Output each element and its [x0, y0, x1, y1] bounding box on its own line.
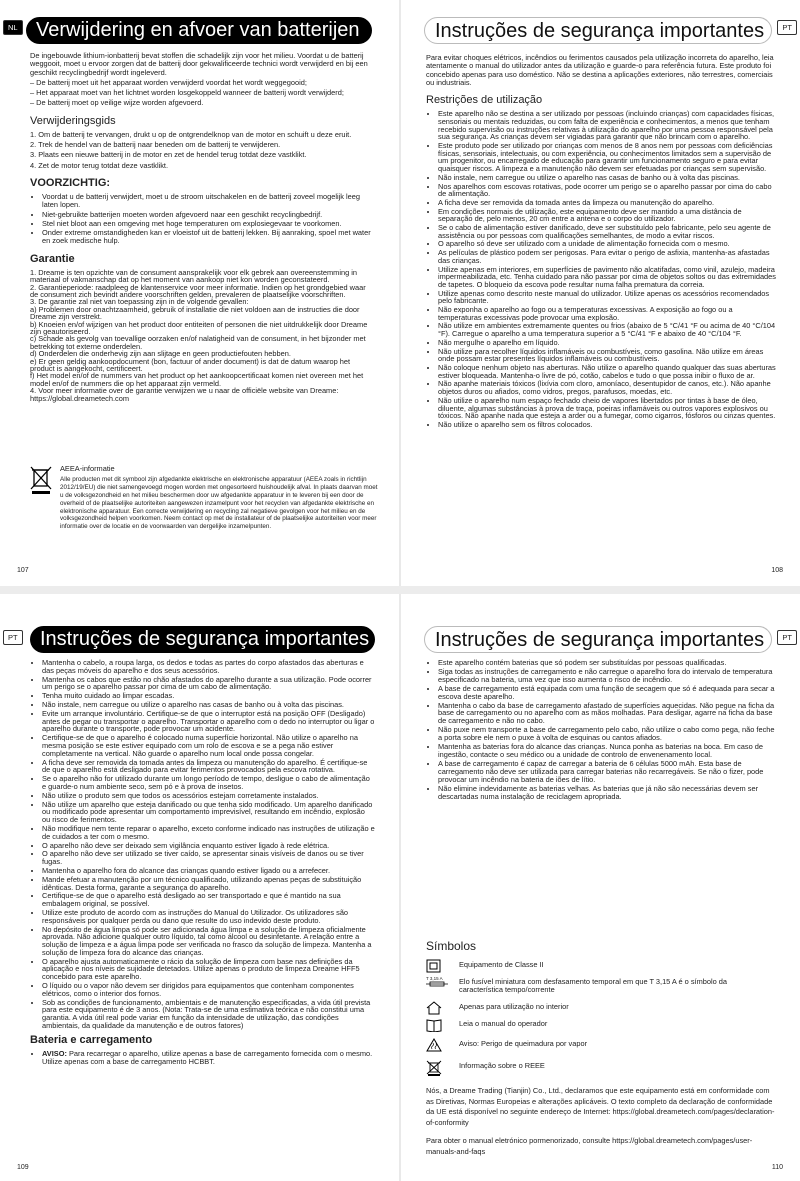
- safety-list: [30, 659, 375, 1030]
- list-item: • Mantenha as baterias fora do alcance das crianças. Nunca ponha as baterias na boca. Em caso de ingestão, contacte o seu médico ou a unidade de controlo de envenenamento local.: [438, 743, 776, 759]
- warranty-line: a) Problemen door onachtzaamheid, gebruik of installatie die niet voldoen aan de instructies die door Dreame zijn verstrekt.: [30, 304, 360, 322]
- section-heading: Bateria e carregamento: [30, 1033, 153, 1046]
- list-item: • Nos aparelhos com escovas rotativas, pode ocorrer um perigo se o aparelho passar por cima do cabo de alimentação.: [438, 183, 776, 198]
- page-body: [426, 659, 776, 801]
- step: 3. Plaats een nieuwe batterij in de motor en zet de hendel terug totdat deze vastklikt.: [30, 150, 307, 160]
- section-heading: Símbolos: [426, 939, 477, 953]
- list-item: • Não instale, nem carregue ou utilize o aparelho nas casas de banho ou à volta das piscinas.: [438, 174, 776, 182]
- intro-paragraph: De ingebouwde lithium-ionbatterij bevat stoffen die schadelijk zijn voor het milieu. Voordat u de batterij weggooit, moet u ervoor zorgen dat de batterij door gekwalificeerde technici wordt verwijderd en bij een geschikt recyclingbedrijf wordt ingeleverd.: [30, 51, 368, 77]
- caution-list: [30, 193, 375, 246]
- page-title: Instruções de segurança importantes: [30, 626, 375, 653]
- step: 2. Trek de hendel van de batterij naar beneden om de batterij te verwijderen.: [30, 140, 281, 150]
- dash-item: – Het apparaat moet van het lichtnet worden losgekoppeld wanneer de batterij wordt verwijderd;: [30, 88, 344, 98]
- section-heading: VOORZICHTIG:: [30, 176, 111, 189]
- list-item: [42, 1050, 375, 1067]
- list-item: • Não exponha o aparelho ao fogo ou a temperaturas excessivas. A exposição ao fogo ou a temperaturas excessivas pode provocar uma explosão.: [438, 306, 776, 321]
- list-item: • Stel niet bloot aan een omgeving met hoge temperaturen om explosiegevaar te voorkomen.: [42, 220, 375, 228]
- list-item: • Certifique-se de que o aparelho é colocado numa superfície horizontal. Não utilize o aparelho na mesma posição se este estiver equipado com um rolo de escova e se a pega não estiver completamente na vertical. Não guarde o aparelho num local onde possa congelar.: [42, 734, 375, 757]
- symbol-text: Equipamento de Classe II: [459, 960, 544, 969]
- symbol-row: [426, 1060, 776, 1082]
- symbol-row: [426, 1038, 776, 1060]
- list-item: • Não utilize o aparelho sem os filtros colocados.: [438, 421, 776, 429]
- symbol-text: Leia o manual do operador: [459, 1019, 548, 1028]
- page-108: [402, 0, 800, 584]
- symbol-row: [426, 1001, 776, 1018]
- symbol-text: Informação sobre o REEE: [459, 1061, 545, 1070]
- list-item: • Niet-gebruikte batterijen moeten worden afgevoerd naar een geschikt recyclingbedrijf.: [42, 211, 375, 219]
- list-item: • Mantenha o aparelho fora do alcance das crianças quando estiver ligado ou a arrefecer.: [42, 867, 375, 875]
- weee-text: Alle producten met dit symbool zijn afgedankte elektrische en elektronische apparatuur (AEEA zoals in richtlijn 2012/19/EU) die niet samengevoegd mogen worden met ongesorteerd huishoudelijk afval. In plaats daarvan moet u de volksgezondheid en het milieu beschermen door uw afgedankte apparatuur in te leveren bij een door de overheid of de plaatselijke autoriteiten aangewezen inzamelpunt voor het recyclen van afgedankte elektrische en elektronische apparatuur. Een correcte verwijdering en recycling zal negatieve gevolgen voor het milieu en de volksgezondheid helpen voorkomen. Neem contact op met de installateur of de plaatselijke autoriteiten voor meer informatie over de locatie en de voorwaarden van dergelijke inzamelpunten.: [60, 475, 378, 531]
- battery-safety-list: [426, 659, 776, 800]
- weee-bin-icon: [426, 1060, 442, 1076]
- language-tab: PT: [777, 630, 797, 645]
- list-item: • As películas de plástico podem ser perigosas. Para evitar o perigo de asfixia, mantenha-as afastadas das crianças.: [438, 249, 776, 264]
- symbol-row: [426, 976, 776, 1001]
- manual-link-paragraph: Para obter o manual eletrónico pormenorizado, consulte https://global.dreametech.com/pages/user-manuals-and-faqs: [426, 1136, 753, 1156]
- page-body: [30, 52, 375, 402]
- list-item: • Este aparelho não se destina a ser utilizado por pessoas (incluindo crianças) com capacidades físicas, sensoriais ou mentais reduzidas, ou com falta de experiência e conhecimentos, a menos que tenham recebido supervisão ou instruções relativas à utilização do aparelho por uma pessoa responsável pela sua segurança. As crianças devem ser vigiadas para garantir que não brincam com o aparelho.: [438, 110, 776, 141]
- list-item: • Este produto pode ser utilizado por crianças com menos de 8 anos nem por pessoas com deficiências físicas, sensoriais, intelectuais, ou com experiência, ou conhecimentos limitados sem a supervisão de um progenitor, ou encarregado de educação para garantir um funcionamento seguro e para evitar quaisquer riscos. A limpeza e a manutenção não devem ser efetuadas por crianças sem supervisão.: [438, 142, 776, 173]
- list-item: • Utilize este produto de acordo com as instruções do Manual do Utilizador. Os utilizadores são responsáveis por qualquer perda ou dano que resulte do uso indevido deste produto.: [42, 909, 375, 925]
- list-item: • Não modifique nem tente reparar o aparelho, exceto conforme indicado nas instruções de utilização e de cuidados a ter com o mesmo.: [42, 825, 375, 841]
- list-item: • Certifique-se de que o aparelho está desligado ao ser transportado e que é mantido na sua embalagem original, se possível.: [42, 892, 375, 908]
- list-item: • Não utilize um aparelho que esteja danificado ou que tenha sido modificado. Um aparelho danificado ou modificado pode apresentar um comportamento imprevisível, resultando em incêndio, explosão ou risco de ferimentos.: [42, 801, 375, 824]
- page-number: 109: [17, 1164, 29, 1171]
- list-item: • O aparelho não deve ser utilizado se tiver caído, se apresentar sinais visíveis de danos ou se tiver fugas.: [42, 850, 375, 866]
- language-tab: PT: [777, 20, 797, 35]
- warranty-line: 3. De garantie zal niet van toepassing zijn in de volgende gevallen:: [30, 297, 249, 307]
- warranty-line: e) Er geen geldig aankoopdocument (bon, factuur of ander document) is dat de datum waarop het product is aangekocht, certificeert.: [30, 356, 351, 374]
- list-item: • Mantenha o cabelo, a roupa larga, os dedos e todas as partes do corpo afastados das aberturas e das peças móveis do aparelho e dos seus acessórios.: [42, 659, 375, 675]
- step: 1. Om de batterij te vervangen, drukt u op de ontgrendelknop van de motor en schuift u deze eruit.: [30, 129, 352, 139]
- list-item: • Não puxe nem transporte a base de carregamento pelo cabo, não utilize o cabo como pega, não feche a porta sobre ele nem o puxe à volta de esquinas ou cantos afiados.: [438, 726, 776, 742]
- warranty-line: d) Onderdelen die onderhevig zijn aan slijtage en geen productiefouten hebben.: [30, 349, 291, 359]
- list-item: • A ficha deve ser removida da tomada antes da limpeza ou manutenção do aparelho. É certifique-se de que o aparelho está desligado para evitar ferimentos provocados pela escova rotativa.: [42, 759, 375, 775]
- list-item: • Utilize apenas em interiores, em superfícies de pavimento não alcatifadas, como vinil, azulejo, madeira impermeabilizada, etc. Tenha cuidado para não passar por cima de objetos soltos ou das extremidades de tapetes. O bloqueio da escova pode resultar numa falha prematura da correia.: [438, 266, 776, 289]
- list-item: • A ficha deve ser removida da tomada antes da limpeza ou manutenção do aparelho.: [438, 199, 776, 207]
- symbol-text: Aviso: Perigo de queimadura por vapor: [459, 1039, 588, 1048]
- list-item: • Sob as condições de funcionamento, ambientais e de manutenção especificadas, a vida útil prevista para este equipamento é de 3 anos. (Nota: Trata-se de uma estimativa teórica e não constitui uma garantia. A vida útil real pode variar em função da intensidade de utilização, das condições ambientais, da qualidade da manutenção e de outros fatores): [42, 999, 375, 1030]
- list-item: • Não elimine indevidamente as baterias velhas. As baterias que já não são necessárias devem ser descartadas numa instalação de reciclagem apropriada.: [438, 785, 776, 801]
- class-ii-icon: [426, 959, 442, 973]
- warning-label: AVISO:: [42, 1048, 67, 1058]
- page-110: [402, 596, 800, 1181]
- list-item: • O líquido ou o vapor não devem ser dirigidos para equipamentos que contenham componentes elétricos, como o interior dos fornos.: [42, 982, 375, 998]
- page-title: Instruções de segurança importantes: [424, 626, 772, 653]
- list-item: • Não instale, nem carregue ou utilize o aparelho nas casas de banho ou à volta das piscinas.: [42, 701, 375, 709]
- section-heading: Restrições de utilização: [426, 94, 543, 107]
- list-item: • Este aparelho contém baterias que só podem ser substituídas por pessoas qualificadas.: [438, 659, 776, 667]
- weee-heading: AEEA-informatie: [60, 464, 115, 473]
- list-item: • Não utilize o aparelho num espaço fechado cheio de vapores libertados por tintas à base de óleo, diluente, algumas substâncias à prova de traça, poeiras inflamáveis ou outros vapores explosivos ou tóxicos. Não apanhe nada que esteja a arder ou a fumegar, como cigarros, fósforos ou cinzas quentes.: [438, 397, 776, 420]
- list-item: • Não coloque nenhum objeto nas aberturas. Não utilize o aparelho quando qualquer das suas aberturas estiver bloqueada. Mantenha-o livre de pó, cotão, cabelos e tudo o que possa inibir o fluxo de ar.: [438, 364, 776, 379]
- list-item: • O aparelho ajusta automaticamente o rácio da solução de limpeza com base nas definições da aplicação e nos níveis de sujidade detetados. Utilize apenas o produto de limpeza Dreame HFF5 concebido para este aparelho.: [42, 958, 375, 981]
- page-number: 107: [17, 567, 29, 574]
- warranty-line: 4. Voor meer informatie over de garantie verwijzen we u naar de officiële website van Dreame: https://global.dreametech.com: [30, 386, 339, 403]
- indoor-house-icon: [426, 1001, 442, 1015]
- list-item: • Mantenha o cabo da base de carregamento afastado de superfícies aquecidas. Não pegue na ficha da base de carregamento ou no aparelho com as mãos molhadas. Para desligar, agarre na ficha da base de carregamento e não no cabo.: [438, 702, 776, 726]
- dash-item: – De batterij moet op veilige wijze worden afgevoerd.: [30, 98, 204, 108]
- list-item: • A base de carregamento está equipada com uma função de secagem que só é adequada para secar a escova deste aparelho.: [438, 685, 776, 701]
- page-title: Instruções de segurança importantes: [424, 17, 772, 44]
- warranty-line: c) Schade als gevolg van toevallige oorzaken en/of nalatigheid van de consument, in het bijzonder met betrekking tot externe onderdelen.: [30, 334, 366, 351]
- symbol-text: Apenas para utilização no interior: [459, 1002, 569, 1011]
- list-item: • Mande efetuar a manutenção por um técnico qualificado, utilizando apenas peças de substituição idênticas. Desta forma, garante a segurança do aparelho.: [42, 876, 375, 892]
- list-item: • O aparelho só deve ser utilizado com a unidade de alimentação fornecida com o mesmo.: [438, 240, 776, 248]
- page-separator: [0, 586, 800, 594]
- warranty-line: 1. Dreame is ten opzichte van de consument aansprakelijk voor elk gebrek aan overeenstemming in materiaal of vakmanschap dat op het moment van aankoop niet kon worden geconstateerd.: [30, 267, 358, 285]
- section-heading: Garantie: [30, 252, 75, 265]
- fuse-icon-label: T 3,15 A: [426, 976, 443, 981]
- symbols-section: [426, 940, 776, 1159]
- hot-steam-warning-icon: [426, 1038, 442, 1052]
- list-item: • Não apanhe materiais tóxicos (lixívia com cloro, amoníaco, desentupidor de canos, etc.). Não apanhe objetos duros ou afiados, como vidros, pregos, parafusos, moedas, etc.: [438, 380, 776, 395]
- symbol-text: Elo fusível miniatura com desfasamento temporal em que T 3,15 A é o símbolo da característica tempo/corrente: [459, 977, 727, 995]
- list-item: • Utilize apenas como descrito neste manual do utilizador. Utilize apenas os acessórios recomendados pelo fabricante.: [438, 290, 776, 305]
- list-item: • Evite um arranque involuntário. Certifique-se de que o interruptor está na posição OFF (Desligado) antes de pegar ou transportar o aparelho. Transportar o aparelho com o dedo no interruptor ou ligar o aparelho durante o transporte, pode provocar um acidente.: [42, 710, 375, 733]
- list-item: • Em condições normais de utilização, este equipamento deve ser mantido a uma distância de separação de, pelo menos, 20 cm entre a antena e o corpo do utilizador.: [438, 208, 776, 223]
- declaration-paragraph: Nós, a Dreame Trading (Tianjin) Co., Ltd., declaramos que este equipamento está em conformidade com as Diretivas, Normas Europeias e alterações aplicáveis. O texto completo da declaração de conformidade da UE está disponível no seguinte endereço de Internet: https://global.dreametech.com/pages/declaration-of-conformity: [426, 1086, 775, 1127]
- list-item: • Onder extreme omstandigheden kan er vloeistof uit de batterij lekken. Bij aanraking, spoel met water en zoek medische hulp.: [42, 229, 375, 246]
- list-item: • Voordat u de batterij verwijdert, moet u de stroom uitschakelen en de batterij zoveel mogelijk leeg laten lopen.: [42, 193, 375, 210]
- step: 4. Zet de motor terug totdat deze vastklikt.: [30, 160, 169, 170]
- warranty-line: 2. Garantieperiode: raadpleeg de klantenservice voor meer informatie. Indien op het grondgebied waar de consument zich bevindt andere voorschriften gelden, prevaleren de plaatselijke voorschriften.: [30, 282, 366, 299]
- list-item: • Não mergulhe o aparelho em líquido.: [438, 339, 776, 347]
- battery-list: [30, 1050, 375, 1067]
- page-body: [426, 54, 776, 430]
- warranty-line: f) Het model en/of de nummers van het product op het aankoopcertificaat komen niet overeen met het model en/of de nummers die op het apparaat zijn vermeld.: [30, 371, 364, 388]
- manual-book-icon: [426, 1018, 442, 1032]
- list-item: • Não utilize para recolher líquidos inflamáveis ou combustíveis, como gasolina. Não utilize em áreas onde possam estar presentes líquidos inflamáveis ou combustíveis.: [438, 348, 776, 363]
- list-item: • A base de carregamento é capaz de carregar a bateria de 6 células 5000 mAh. Esta base de carregamento não deve ser utilizada para carregar baterias não recarregáveis. Se não o fizer, pode provocar um incêndio na bateria de iões de lítio.: [438, 760, 776, 784]
- page-109: [0, 596, 398, 1181]
- weee-bin-icon: [30, 465, 52, 495]
- dash-item: – De batterij moet uit het apparaat worden verwijderd voordat het wordt weggegooid;: [30, 77, 307, 87]
- intro-paragraph: Para evitar choques elétricos, incêndios ou ferimentos causados pela utilização incorreta do aparelho, leia atentamente o manual do utilizador antes da utilização e guarde-o para referência futura. Este produto foi concebido apenas para uso doméstico. Não se destina a aplicações exteriores, não terrestres, comerciais ou industriais.: [426, 53, 774, 87]
- warranty-line: b) Knoeien en/of wijzigen van het product door entiteiten of personen die niet uitdrukkelijk door Dreame zijn geautoriseerd.: [30, 319, 368, 336]
- symbol-row: [426, 959, 776, 976]
- fuse-icon: [426, 976, 448, 990]
- list-item: • Se o aparelho não for utilizado durante um longo período de tempo, desligue o cabo de alimentação e guarde-o num ambiente seco, sem pó e à prova de insetos.: [42, 775, 375, 791]
- symbol-row: [426, 1018, 776, 1038]
- list-item: • Siga todas as instruções de carregamento e não carregue o aparelho fora do intervalo de temperatura especificado na bateria, uma vez que isso aumenta o risco de incêndio.: [438, 668, 776, 684]
- list-item: • O aparelho não deve ser deixado sem vigilância enquanto estiver ligado à rede elétrica.: [42, 842, 375, 850]
- page-title: Verwijdering en afvoer van batterijen: [26, 17, 372, 44]
- list-item: • Tenha muito cuidado ao limpar escadas.: [42, 692, 375, 700]
- page-107: [0, 0, 398, 584]
- language-tab: PT: [3, 630, 23, 645]
- page-number: 108: [771, 567, 783, 574]
- section-heading: Verwijderingsgids: [30, 114, 116, 127]
- language-tab: NL: [3, 20, 23, 35]
- list-item: • No depósito de água limpa só pode ser adicionada água limpa e a solução de limpeza oficialmente aprovada. Não adicione qualquer outro líquido, tal como álcool ou desinfetante. A relação entre a solução de limpeza e a água limpa pode ser verificada no frasco da solução de limpeza. Mantenha a solução de limpeza fora do alcance das crianças.: [42, 926, 375, 957]
- list-item: • Não utilize em ambientes extremamente quentes ou frios (abaixo de 5 °C/41 °F ou acima de 40 °C/104 °F). Carregue o aparelho a uma temperatura superior a 5 °C/41 °F e abaixo de 40 °C/104 °F.: [438, 322, 776, 337]
- list-item: • Não utilize o produto sem que todos os acessórios estejam corretamente instalados.: [42, 792, 375, 800]
- page-number: 110: [771, 1164, 783, 1171]
- list-item: • Se o cabo de alimentação estiver danificado, deve ser substituído pelo fabricante, pelo seu agente de assistência ou por pessoas com qualificações semelhantes, de modo a evitar riscos.: [438, 224, 776, 239]
- safety-list: [426, 110, 776, 428]
- warning-text: Para recarregar o aparelho, utilize apenas a base de carregamento fornecida com o mesmo. Utilize apenas com a base de carregamento HCBBT.: [42, 1048, 373, 1067]
- page-body: [30, 659, 375, 1067]
- list-item: • Mantenha os cabos que estão no chão afastados do aparelho durante a sua utilização. Pode ocorrer um perigo se o aparelho passar por cima de um cabo de alimentação.: [42, 676, 375, 692]
